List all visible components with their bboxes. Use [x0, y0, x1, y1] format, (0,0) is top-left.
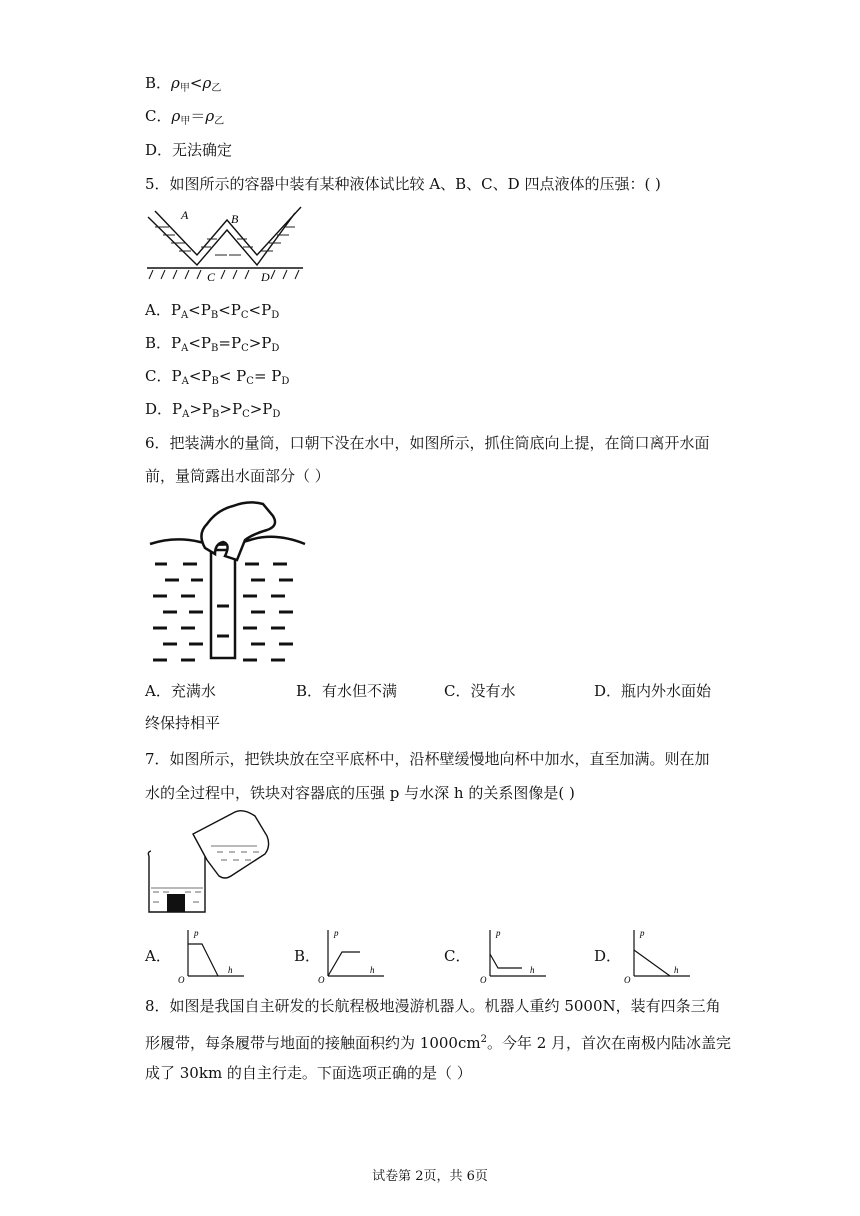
axis-label-p: p [496, 928, 501, 938]
page-footer: 试卷第 2页，共 6页 [372, 1169, 488, 1184]
subscript: A [181, 343, 189, 354]
operator: ＝ [190, 107, 206, 125]
axis-origin: O [178, 975, 185, 984]
q8-line1: 8．如图是我国自主研发的长航程极地漫游机器人。机器人重约 5000N，装有四条三角 [145, 997, 721, 1015]
q5-container-figure [145, 205, 305, 285]
option-letter: B． [145, 74, 172, 92]
q6-option-d-continued: 终保持相平 [145, 714, 221, 732]
q5-option-a [145, 300, 279, 326]
text: >P [249, 400, 273, 418]
q4-option-d: D．无法确定 [145, 141, 233, 159]
label-c: C [207, 270, 216, 284]
text: = P [253, 367, 282, 385]
option-letter: C． [145, 367, 172, 385]
text: <P [218, 301, 241, 319]
q7-stem-line1: 7．如图所示，把铁块放在空平底杯中，沿杯壁缓慢地向杯中加水，直至加满。则在加 [145, 750, 710, 768]
q6-option-d: D．瓶内外水面始 [594, 682, 712, 700]
q4-option-c [145, 106, 224, 132]
subscript: B [210, 310, 219, 321]
subscript: B [211, 376, 219, 387]
text: >P [248, 334, 272, 352]
subscript: A [180, 310, 189, 321]
axis-label-p: p [640, 928, 645, 938]
q7-graph-a [176, 926, 248, 984]
label-d: D [261, 270, 270, 284]
text: <P [188, 367, 212, 385]
q7-graph-d [622, 926, 694, 984]
rho-symbol: ρ [202, 74, 212, 92]
q6-option-c: C．没有水 [444, 682, 516, 700]
subscript: A [182, 409, 190, 420]
text: < P [218, 367, 247, 385]
q5-option-c [145, 366, 289, 392]
iron-block [167, 894, 185, 912]
subscript: B [211, 343, 219, 354]
option-letter: B． [145, 334, 172, 352]
option-letter: C． [145, 107, 172, 125]
axis-label-h: h [530, 965, 535, 975]
q7-option-c-letter: C． [444, 947, 471, 965]
subscript: D [281, 376, 290, 387]
subscript: C [242, 409, 250, 420]
text: >P [219, 400, 243, 418]
q7-beaker-figure [145, 806, 275, 918]
axis-origin: O [624, 975, 631, 984]
label-b: B [231, 212, 239, 226]
text: <P [188, 301, 211, 319]
subscript: A [181, 376, 189, 387]
q4-option-b [145, 73, 221, 99]
option-letter: A． [145, 301, 171, 319]
label-a: A [181, 208, 189, 222]
subscript: D [271, 343, 280, 354]
q7-graph-c [478, 926, 550, 984]
axis-label-h: h [228, 965, 233, 975]
subscript: 甲 [179, 83, 190, 94]
rho-symbol: ρ [205, 107, 215, 125]
axis-label-p: p [194, 928, 199, 938]
q6-cylinder-figure [145, 496, 310, 671]
q5-option-d [145, 399, 280, 425]
q6-option-b: B．有水但不满 [296, 682, 398, 700]
q6-stem-line1: 6．把装满水的量筒，口朝下没在水中，如图所示，抓住筒底向上提，在筒口离开水面 [145, 434, 710, 452]
q7-option-b-letter: B． [294, 947, 321, 965]
text: P [172, 400, 183, 418]
axis-origin: O [318, 975, 325, 984]
text: P [170, 301, 181, 319]
q5-option-b [145, 333, 279, 359]
q7-graph-b [316, 926, 388, 984]
operator: < [189, 74, 203, 92]
axis-label-h: h [674, 965, 679, 975]
text: 。今年 2 月，首次在南极内陆冰盖完 [486, 1034, 732, 1052]
text: P [171, 367, 182, 385]
text: P [171, 334, 182, 352]
subscript: C [240, 310, 249, 321]
axis-origin: O [480, 975, 487, 984]
rho-symbol: ρ [171, 107, 181, 125]
q8-line3: 成了 30km 的自主行走。下面选项正确的是（ ） [145, 1064, 472, 1082]
subscript: C [241, 343, 249, 354]
text: =P [218, 334, 242, 352]
q8-line2 [145, 1030, 731, 1053]
q5-stem: 5．如图所示的容器中装有某种液体试比较 A、B、C、D 四点液体的压强：( ) [145, 175, 661, 193]
subscript: D [271, 310, 280, 321]
axis-label-p: p [334, 928, 339, 938]
q7-stem-line2: 水的全过程中，铁块对容器底的压强 p 与水深 h 的关系图像是( ) [145, 784, 575, 802]
subscript: 乙 [211, 83, 222, 94]
text: <P [188, 334, 212, 352]
text: <P [248, 301, 272, 319]
axis-label-h: h [370, 965, 375, 975]
q6-stem-line2: 前，量筒露出水面部分（ ） [145, 467, 330, 485]
q7-option-d-letter: D． [594, 947, 622, 965]
q7-option-a-letter: A． [145, 947, 171, 965]
q6-option-a: A．充满水 [145, 682, 216, 700]
text: 形履带，每条履带与地面的接触面积约为 1000cm [145, 1034, 481, 1052]
rho-symbol: ρ [171, 74, 180, 92]
subscript: B [212, 409, 220, 420]
superscript: 2 [480, 1034, 487, 1045]
option-letter: D． [145, 400, 173, 418]
subscript: D [272, 409, 281, 420]
subscript: C [246, 376, 254, 387]
subscript: 甲 [180, 116, 191, 127]
subscript: 乙 [214, 116, 225, 127]
text: >P [189, 400, 213, 418]
